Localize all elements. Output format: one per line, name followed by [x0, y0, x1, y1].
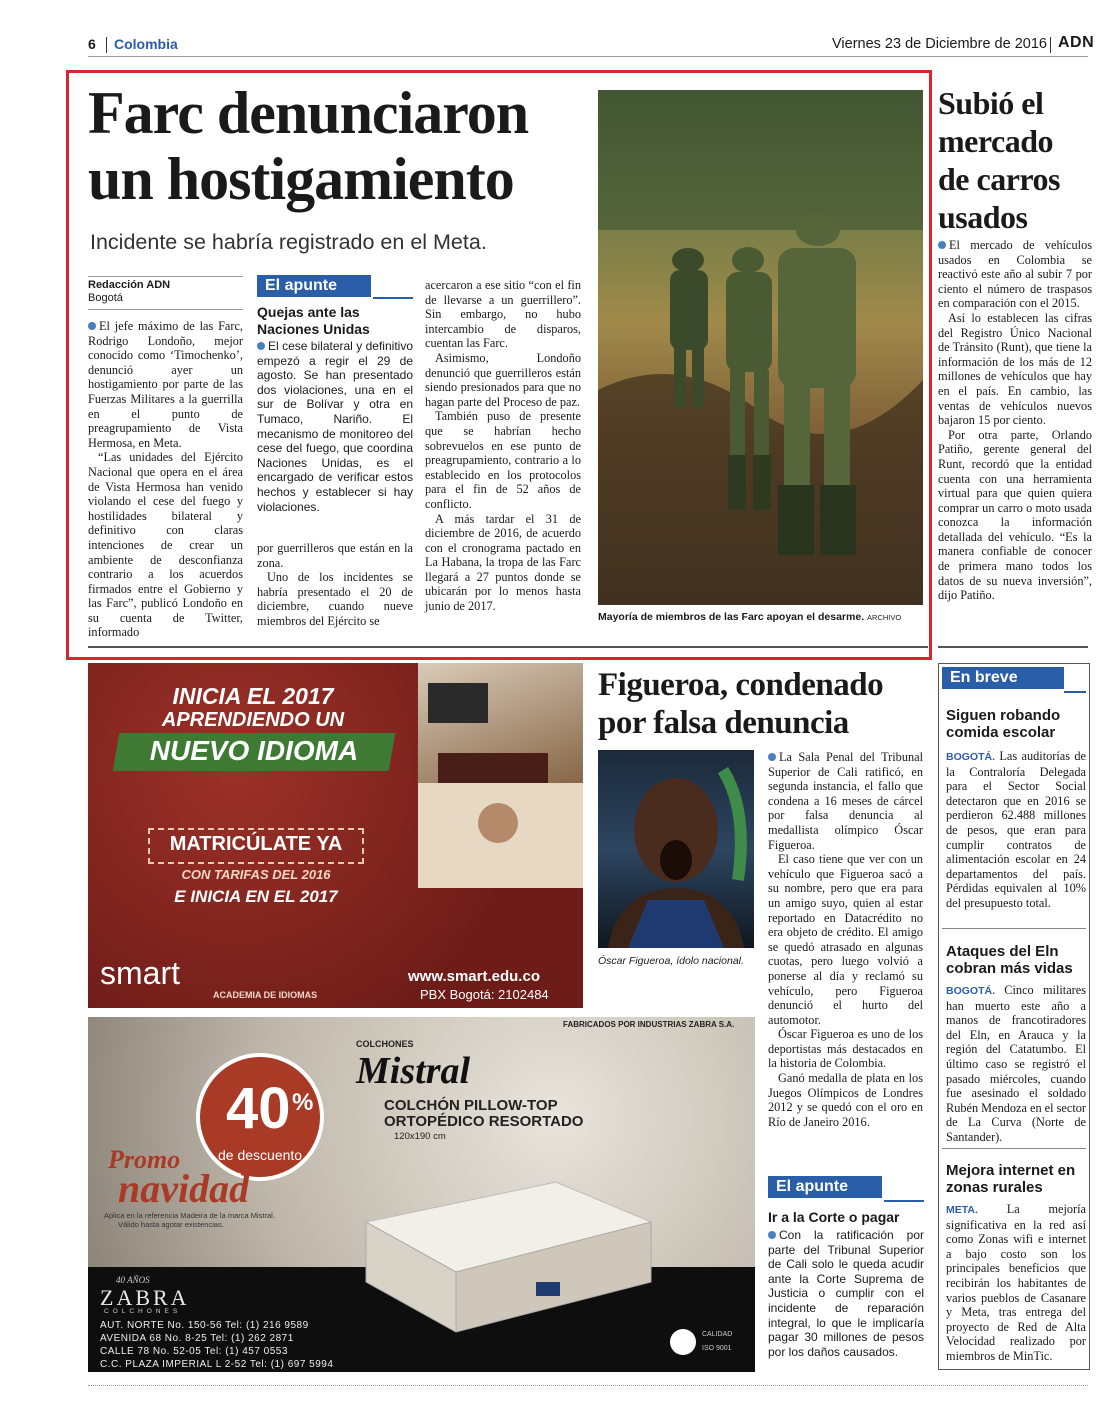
breve-item-1-title: Siguen robando comida escolar	[946, 707, 1061, 741]
apunte-label	[257, 275, 371, 299]
zabra-addresses	[100, 1319, 333, 1371]
breve-item-2	[946, 983, 1086, 1145]
bullet-icon	[768, 1231, 776, 1239]
zabra-fineprint1: Aplica en la referencia Madeira de la marca Mistral.	[104, 1211, 275, 1220]
byline-rule	[88, 276, 243, 277]
smart-ad-cta2: CON TARIFAS DEL 2016	[181, 867, 331, 882]
figueroa-apunte-label	[768, 1176, 882, 1202]
section-name: Colombia	[114, 36, 178, 52]
header-rule	[88, 56, 1088, 57]
section-rule	[88, 646, 928, 648]
smart-ad[interactable]	[88, 663, 583, 1008]
paragraph: La Sala Penal del Tribunal Superior de Cali ratificó, en segunda instancia, el fallo que condena a 16 meses de cárcel por falsa denuncia al medallista olímpico Óscar Figueroa.	[768, 750, 923, 852]
main-subhead: Incidente se habría registrado en el Meta.	[90, 230, 487, 254]
breve-dateline: BOGOTÁ.	[946, 751, 995, 763]
zabra-product1: COLCHÓN PILLOW-TOP	[384, 1097, 558, 1114]
paragraph: A más tardar el 31 de diciembre de 2016, de acuerdo con el cronograma pactado en La Habana, la tropa de las Farc llegará a 27 puntos donde se ubicarán por lo menos hasta junio de 2017.	[425, 511, 581, 614]
zabra-address: AVENIDA 68 No. 8-25 Tel: (1) 262 2871	[100, 1333, 294, 1344]
breve-item-3-title: Mejora internet en zonas rurales	[946, 1162, 1076, 1196]
main-headline	[88, 80, 528, 212]
zabra-ad[interactable]	[88, 1017, 755, 1372]
breve-text: Las auditorías de la Contraloría Delegada para el Sector Social detectaron que en 2016 se perdieron 62.488 millones de pesos, que eran para cumplir contratos de alimentación escolar en 24 departamentos del país. Pérdidas equivalen al 10% del presupuesto total.	[946, 749, 1086, 910]
paragraph: Así lo establecen las cifras del Registro Único Nacional de Tránsito (Runt), que tiene la información de los más de 12 millones de vehículos que hay en el país. En cambio, las ventas de vehículos nuevos bajaron 15 por ciento.	[938, 310, 1092, 428]
main-col1	[88, 319, 243, 640]
bullet-icon	[88, 322, 96, 330]
en-breve-rule	[1064, 667, 1086, 693]
paragraph: El mercado de vehículos usados en Colombia se reactivó este año al subir 7 por ciento el número de traspasos en comparación con el 2015.	[938, 238, 1092, 311]
discount-text: de descuento	[218, 1147, 303, 1163]
section-rule-right	[938, 646, 1088, 648]
figueroa-apunte-title: Ir a la Corte o pagar	[768, 1209, 900, 1225]
figueroa-headline	[598, 666, 933, 742]
apunte-label-text: El apunte	[257, 275, 371, 297]
paragraph: El caso tiene que ver con un vehículo que Figueroa sacó a su nombre, pero que era para un amigo suyo, quien al estar reportado en Datacrédito no era objeto de crédito. El amigo se quedó atrasado en algunas cuotas, pero luego volvió a ponerse al día y reclamó su vehículo, pero Figueroa denunció el hurto del automotor.	[768, 852, 923, 1027]
paragraph: El jefe máximo de las Farc, Rodrigo Londoño, mejor conocido como ‘Timochenko’, denunció ayer un hostigamiento por parte de las Fuerzas Militares a la guerrilla en el punto de preagrupamiento de Vista Hermosa, en Meta.	[88, 319, 243, 450]
classroom-table	[438, 753, 548, 783]
smart-ad-cta3: E INICIA EN EL 2017	[174, 887, 338, 906]
main-headline-line1: Farc denunciaron	[88, 80, 529, 146]
paragraph: Por otra parte, Orlando Patiño, gerente general del Runt, recordó que la entidad cuenta con una herramienta virtual para que quien quiera comprar un carro o moto usada conozca la información detallada del vehículo. “Es la manera confiable de conocer de primera mano todos los datos de su nueva inversión”, dijo Patiño.	[938, 427, 1092, 603]
apunte-text	[257, 339, 413, 514]
main-col3	[425, 278, 581, 614]
zabra-product2: ORTOPÉDICO RESORTADO	[384, 1113, 584, 1130]
paragraph: Ganó medalla de plata en los Juegos Olímpicos de Londres 2012 y se quedó con el oro en Río de Janeiro 2016.	[768, 1071, 923, 1129]
discount-number: 40	[226, 1076, 291, 1141]
paragraph: por guerrilleros que están en la zona.	[257, 541, 413, 570]
zabra-maker: FABRICADOS POR INDUSTRIAS ZABRA S.A.	[563, 1020, 735, 1029]
soldiers-illustration	[598, 90, 923, 605]
zabra-iso: ISO 9001	[702, 1345, 732, 1352]
breve-item-3	[946, 1202, 1086, 1364]
smart-ad-line1: INICIA EL 2017	[172, 683, 334, 709]
student-figure	[478, 803, 518, 843]
smart-ad-line3: NUEVO IDIOMA	[149, 735, 359, 766]
breve-text: Cinco militares han muerto este año a manos de francotiradores del Eln, en Arauca y la región del Catatumbo. El último caso se registró el pasado miércoles, cuando fue asesinado el soldado Rubén Mendoza en el sector de La Curva (Norte de Santander).	[946, 983, 1086, 1144]
mattress-image	[356, 1162, 656, 1362]
paragraph: acercaron a ese sitio “con el fin de llevarse a un guerrillero”. Sin embargo, no hubo intercambio de disparos, cuentan las Farc.	[425, 278, 581, 351]
paragraph: Uno de los incidentes se habría presentado el 20 de diciembre, cuando nueve miembros del Ejército se	[257, 570, 413, 628]
brand-logo: ADN	[1058, 34, 1095, 51]
athlete-portrait	[598, 750, 754, 948]
smart-ad-cta1: MATRICÚLATE YA	[169, 833, 343, 855]
apunte-body: El cese bilateral y definitivo empezó a regir el 29 de agosto. Se han presentado dos violaciones, una en el sur de Bolívar y otra en Tumaco, Nariño. El mecanismo de monitoreo del cese del fuego, que coordina Naciones Unidas, es el encargado de verificar estos hechos y establecer si hay violaciones.	[257, 339, 413, 514]
main-col2	[257, 541, 413, 629]
carros-headline: Subió el mercado de carros usados	[938, 85, 1060, 235]
breve-item-1	[946, 749, 1086, 911]
breve-text: La mejoría significativa en la red así como Zonas wifi e internet a bajo costo son los principales beneficios que recibirán los habitantes de varios pueblos de Casanare y Meta, tras entrega del proyecto de Red de Alta Velocidad realizado por miembros de MinTic.	[946, 1202, 1086, 1363]
page-number: 6	[88, 36, 96, 52]
figueroa-photo	[598, 750, 754, 948]
zabra-address: AUT. NORTE No. 150-56 Tel: (1) 216 9589	[100, 1320, 309, 1331]
header-divider-right	[1050, 37, 1051, 53]
smart-ad-photo	[418, 663, 583, 888]
byline: Redacción ADN	[88, 279, 171, 291]
bullet-icon	[257, 342, 265, 350]
figueroa-apunte-text	[768, 1228, 924, 1359]
zabra-quality: CALIDAD	[702, 1331, 733, 1338]
figueroa-body	[768, 750, 923, 1129]
header-divider	[106, 37, 107, 53]
breve-dateline: BOGOTÁ.	[946, 985, 995, 997]
caption-text: Mayoría de miembros de las Farc apoyan el desarme.	[598, 611, 865, 623]
mattress-icon	[356, 1162, 656, 1362]
smart-brand: smart	[100, 955, 180, 991]
byline-rule-bottom	[88, 309, 243, 310]
mistral-colchones: COLCHONES	[356, 1039, 414, 1049]
zabra-address: CALLE 78 No. 52-05 Tel: (1) 457 0553	[100, 1346, 288, 1357]
main-headline-line2: un hostigamiento	[88, 146, 514, 212]
zabra-sub: COLCHONES	[104, 1308, 182, 1315]
farc-photo	[598, 90, 923, 605]
discount-percent-sign: %	[292, 1089, 314, 1116]
figueroa-apunte-label-text: El apunte	[768, 1176, 882, 1198]
farc-photo-caption	[598, 611, 901, 623]
iso-seal-icon	[670, 1329, 696, 1355]
zabra-size: 120x190 cm	[394, 1131, 446, 1142]
carros-body	[938, 238, 1092, 603]
breve-dateline: META.	[946, 1204, 978, 1216]
breve-item-2-title: Ataques del Eln cobran más vidas	[946, 943, 1073, 977]
figueroa-apunte-rule	[884, 1176, 924, 1202]
zabra-address: C.C. PLAZA IMPERIAL L 2-52 Tel: (1) 697 5994	[100, 1359, 334, 1370]
smart-ad-line2: APRENDIENDO UN	[161, 709, 345, 731]
promo-text: Promo	[108, 1145, 181, 1174]
en-breve-label	[942, 667, 1064, 693]
smart-url: www.smart.edu.co	[408, 968, 540, 985]
figueroa-headline-line2: por falsa denuncia	[598, 705, 849, 741]
figueroa-apunte-body: Con la ratificación por parte del Tribunal Superior de Cali solo le queda acudir ante la Corte Suprema de Justicia o cumplir con el incidente de reparación integral, lo que le implicaría pagar 30 millones de pesos por los daños causados.	[768, 1228, 924, 1359]
paragraph: Óscar Figueroa es uno de los deportistas más destacados en la historia de Colombia.	[768, 1027, 923, 1071]
apunte-title: Quejas ante las Naciones Unidas	[257, 304, 370, 337]
smart-phone: PBX Bogotá: 2102484	[420, 987, 549, 1002]
paragraph: Asimismo, Londoño denunció que guerrilleros están siendo presionados para que no hagan parte del Proceso de paz.	[425, 350, 581, 409]
navidad-text: navidad	[118, 1166, 250, 1211]
mistral-logo: Mistral	[356, 1050, 471, 1092]
breve-divider	[942, 1148, 1086, 1149]
zabra-years: 40 AÑOS	[116, 1275, 150, 1285]
paragraph: También puso de presente que se habrían hecho sobrevuelos en ese punto de preagrupamiento, contrario a lo establecido en los protocolos para el fin de 52 años de conflicto.	[425, 409, 581, 511]
zabra-fineprint2: Válido hasta agotar existencias.	[118, 1220, 224, 1229]
photo-credit: ARCHIVO	[867, 613, 902, 622]
breve-divider	[942, 928, 1086, 929]
apunte-label-rule	[373, 275, 413, 299]
paragraph: “Las unidades del Ejército Nacional que opera en el área de Vista Hermosa han venido violando el cese del fuego y hostilidades bilateral y definitivo con claras intenciones de crear un ambiente de desconfianza contrario a los acuerdos firmados entre el Gobierno y las Farc”, publicó Londoño en su cuenta de Twitter, informado	[88, 450, 243, 640]
en-breve-label-text: En breve	[942, 667, 1064, 689]
zabra-logo: ZABRA	[100, 1285, 190, 1310]
classroom-tv	[428, 683, 488, 723]
byline-location: Bogotá	[88, 292, 123, 304]
issue-date: Viernes 23 de Diciembre de 2016	[832, 36, 1047, 52]
smart-academy: ACADEMIA DE IDIOMAS	[213, 990, 318, 1000]
page-footer-rule	[88, 1385, 1088, 1386]
bullet-icon	[768, 753, 776, 761]
figueroa-caption: Óscar Figueroa, ídolo nacional.	[598, 955, 744, 967]
figueroa-headline-line1: Figueroa, condenado	[598, 667, 884, 703]
bullet-icon	[938, 241, 946, 249]
